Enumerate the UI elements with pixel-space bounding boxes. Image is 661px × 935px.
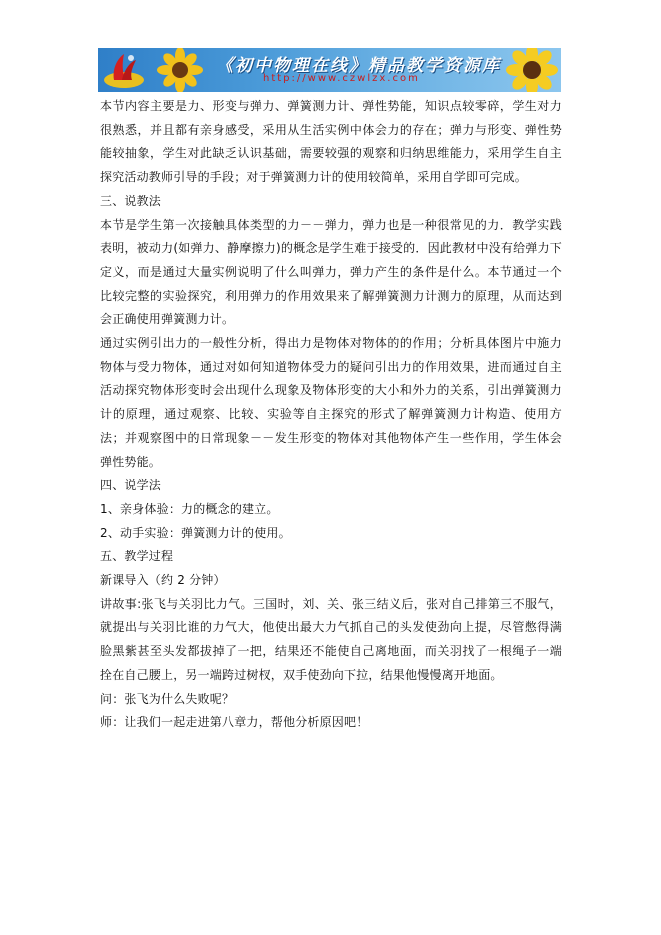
paragraph-lesson-intro: 新课导入（约 2 分钟） — [100, 573, 226, 588]
heading-teaching-process: 五、教学过程 — [100, 549, 174, 564]
logo — [102, 50, 146, 90]
banner-url: http://www.czwlzx.com — [263, 73, 420, 84]
sunflower-right-icon — [502, 48, 561, 92]
paragraph-teacher: 师：让我们一起走进第八章力，帮他分析原因吧！ — [100, 715, 369, 730]
header-banner — [98, 48, 561, 92]
heading-learning-method: 四、说学法 — [100, 478, 162, 493]
sunflower-left-icon — [150, 48, 210, 92]
paragraph-story: 讲故事:张飞与关羽比力气。三国时，刘、关、张三结义后，张对自己排第三不服气，就提出与关羽比谁的力气大，他使出最大力气抓自己的头发使劲向上提，尽管憋得满脸黑紫甚至头发都拔掉了一把，结果还不能使自己离地面，而关羽找了一根绳子一端拴在自己腰上，另一端跨过树杈，双手使劲向下拉，结果他慢慢离开地面。 — [100, 596, 562, 682]
paragraph-question: 问：张飞为什么失败呢？ — [100, 691, 235, 706]
heading-teaching-method: 三、说教法 — [100, 193, 162, 208]
list-item-experiment: 2、动手实验：弹簧测力计的使用。 — [100, 525, 291, 540]
paragraph-analysis: 通过实例引出力的一般性分析，得出力是物体对物体的的作用；分析具体图片中施力物体与受力物体，通过对如何知道物体受力的疑问引出力的作用效果，进而通过自主活动探究物体形变时会出现什么现象及物体形变的大小和外力的关系，引出弹簧测力计的原理，通过观察、比较、实验等自主探究的形式了解弹簧测力计构造、使用方法；并观察图中的日常现象－－发生形变的物体对其他物体产生一些作用，学生体会弹性势能。 — [100, 336, 562, 469]
paragraph-teaching-method: 本节是学生第一次接触具体类型的力－－弹力，弹力也是一种很常见的力．教学实践表明，被动力(如弹力、静摩擦力)的概念是学生难于接受的．因此教材中没有给弹力下定义，而是通过大量实例说明了什么叫弹力，弹力产生的条件是什么。本节通过一个比较完整的实验探究，利用弹力的作用效果来了解弹簧测力计测力的原理，从而达到会正确使用弹簧测力计。 — [100, 217, 562, 327]
banner-title: 《初中物理在线》精品教学资源库 — [216, 56, 501, 76]
paragraph-intro: 本节内容主要是力、形变与弹力、弹簧测力计、弹性势能，知识点较零碎，学生对力很熟悉，并且都有亲身感受，采用从生活实例中体会力的存在；弹力与形变、弹性势能较抽象，学生对此缺乏认识基础，需要较强的观察和归纳思维能力，采用学生自主探究活动教师引导的手段；对于弹簧测力计的使用较简单，采用自学即可完成。 — [100, 99, 562, 185]
list-item-experience: 1、亲身体验：力的概念的建立。 — [100, 501, 279, 516]
document-body — [100, 95, 562, 735]
